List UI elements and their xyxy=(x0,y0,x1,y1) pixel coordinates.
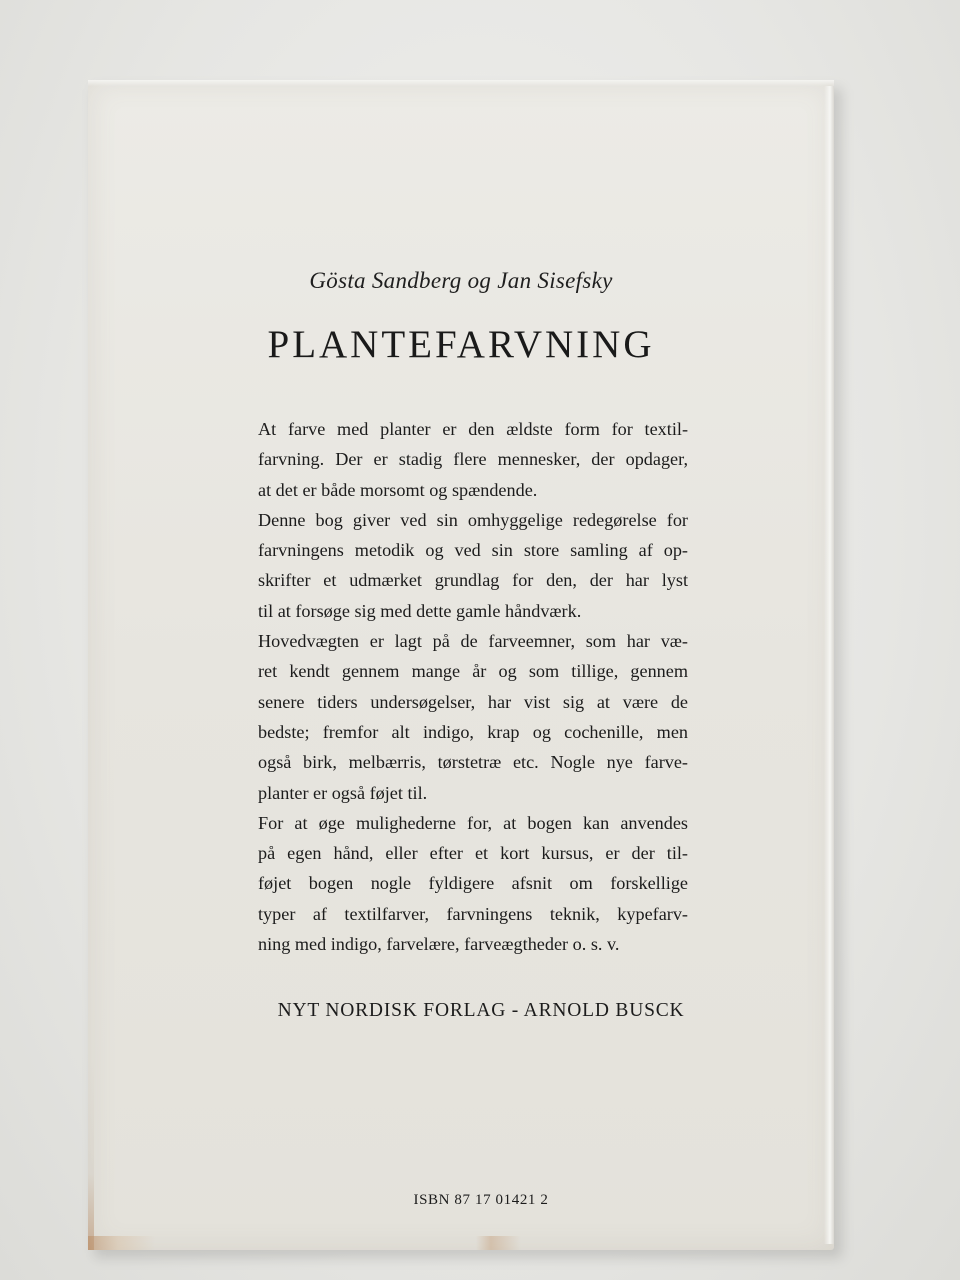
blurb-line: ret kendt gennem mange år og som tillige, gennem xyxy=(258,661,688,682)
book-authors: Gösta Sandberg og Jan Sisefsky xyxy=(309,268,613,293)
isbn-number: ISBN 87 17 01421 2 xyxy=(413,1192,549,1208)
book-back-cover xyxy=(88,80,834,1250)
blurb-line: at det er både morsomt og spændende. xyxy=(258,479,538,500)
book-right-edge xyxy=(824,86,834,1244)
blurb-line: Hovedvægten er lagt på de farveemner, som har væ- xyxy=(258,631,688,652)
blurb-line: ning med indigo, farvelære, farveægtheder o. s. v. xyxy=(258,934,620,955)
publisher-name: NYT NORDISK FORLAG - ARNOLD BUSCK xyxy=(277,1000,685,1021)
blurb-line: Denne bog giver ved sin omhyggelige redegørelse for xyxy=(258,509,688,530)
blurb-line: skrifter et udmærket grundlag for den, der har lyst xyxy=(258,570,688,591)
blurb-line: på egen hånd, eller efter et kort kursus, er der til- xyxy=(258,843,688,864)
book-top-edge xyxy=(88,80,834,86)
blurb-line: senere tiders undersøgelser, har vist sig at være de xyxy=(258,691,688,712)
book-title: PLANTEFARVNING xyxy=(267,323,655,366)
blurb-line: også birk, melbærris, tørstetræ etc. Nogle nye farve- xyxy=(258,752,688,773)
blurb-line: farvningens metodik og ved sin store samling af op- xyxy=(258,540,688,561)
cover-wear-bottom xyxy=(88,1236,834,1250)
blurb-text xyxy=(258,414,688,959)
blurb-line: At farve med planter er den ældste form for textil- xyxy=(258,419,688,439)
blurb-line: typer af textilfarver, farvningens teknik, kypefarv- xyxy=(258,903,688,924)
blurb-line: For at øge mulighederne for, at bogen kan anvendes xyxy=(258,812,688,833)
blurb-line: bedste; fremfor alt indigo, krap og cochenille, men xyxy=(258,721,688,742)
blurb-line: til at forsøge sig med dette gamle håndværk. xyxy=(258,600,582,621)
cover-wear-left xyxy=(88,1060,94,1250)
blurb-line: planter er også føjet til. xyxy=(258,782,428,803)
blurb-line: farvning. Der er stadig flere mennesker, der opdager, xyxy=(258,449,688,470)
blurb-line: føjet bogen nogle fyldigere afsnit om forskellige xyxy=(258,873,688,894)
